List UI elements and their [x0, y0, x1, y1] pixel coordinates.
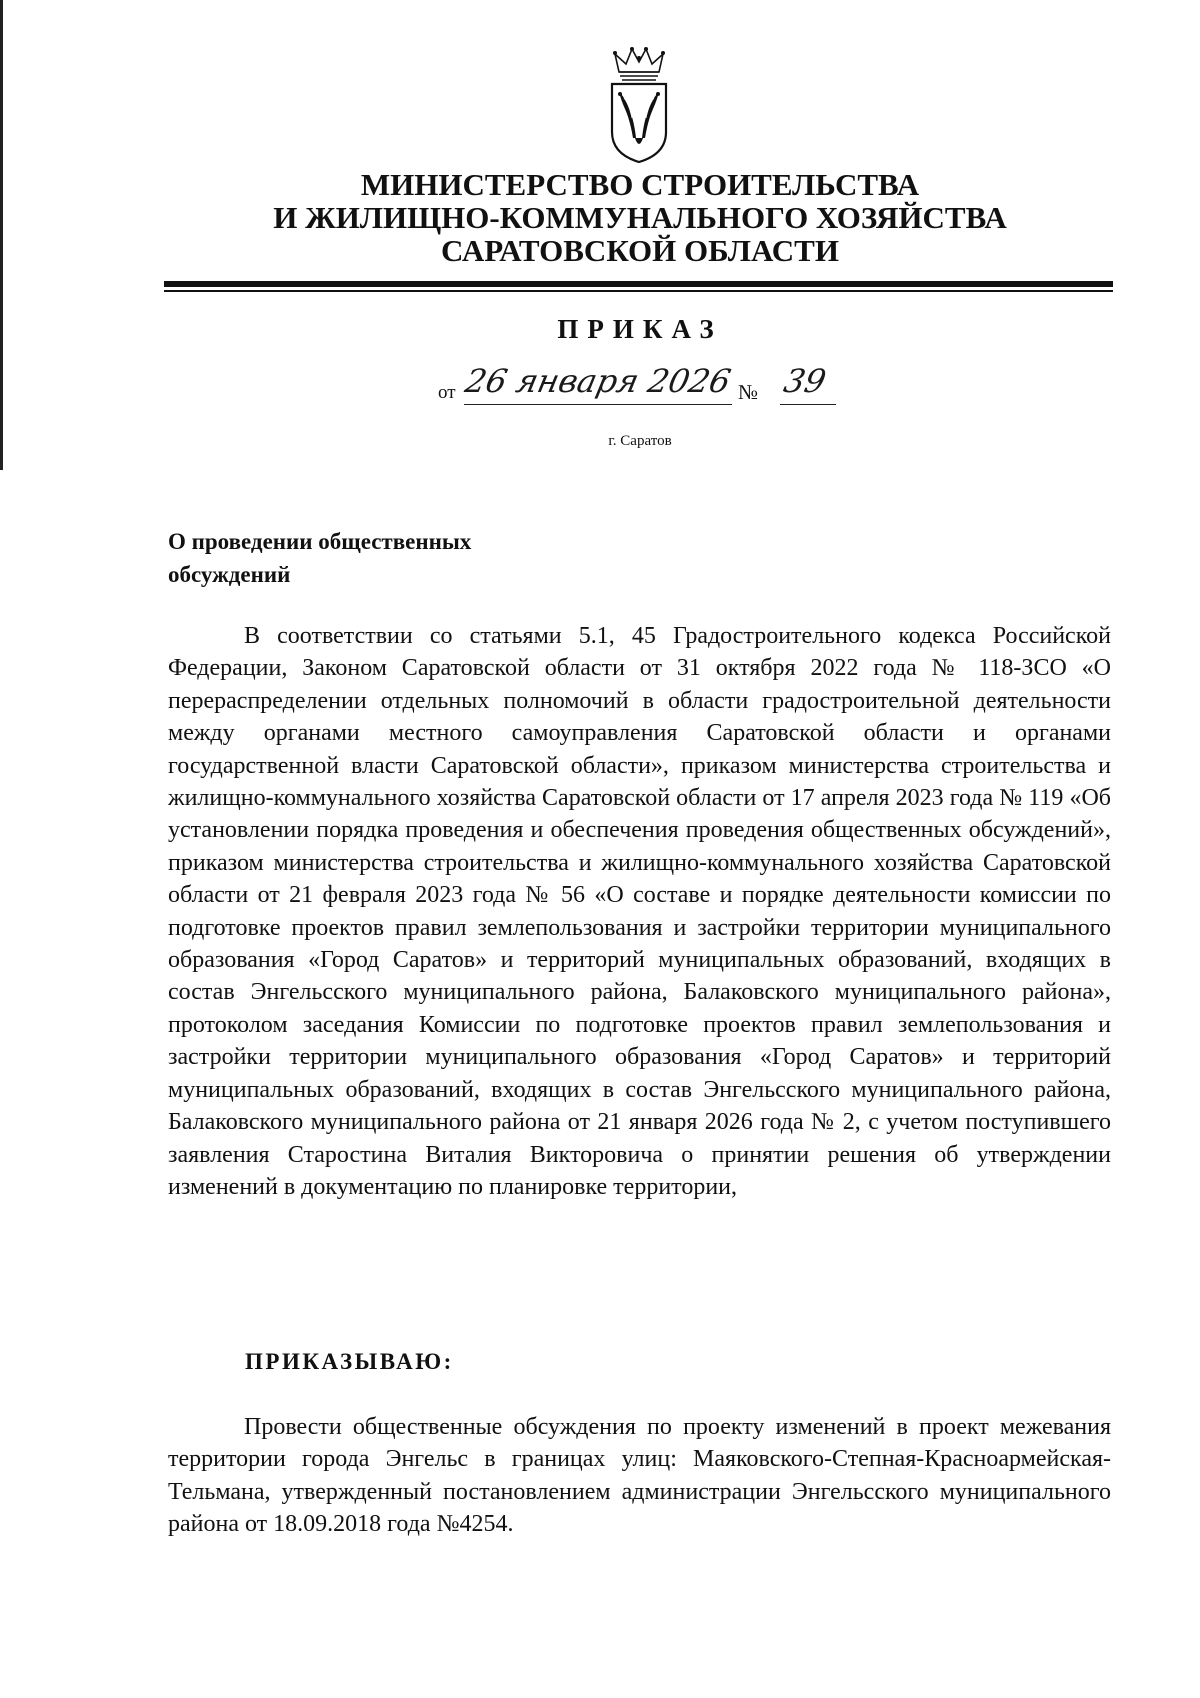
- ministry-line-3: САРАТОВСКОЙ ОБЛАСТИ: [441, 233, 839, 268]
- preamble-paragraph: В соответствии со статьями 5.1, 45 Градостроительного кодекса Российской Федерации, Законом Саратовской области от 31 октября 2022 года № 118-ЗСО «О перераспределении отдельных полномочий в области градостроительной деятельности между органами местного самоуправления Саратовской области и органами государственной власти Саратовской области», приказом министерства строительства и жилищно-коммунального хозяйства Саратовской области от 17 апреля 2023 года № 119 «Об установлении порядка проведения и обеспечения проведения общественных обсуждений», приказом министерства строительства и жилищно-коммунального хозяйства Саратовской области от 21 февраля 2023 года № 56 «О составе и порядке деятельности комиссии по подготовке проектов правил землепользования и застройки территории муниципального образования «Город Саратов» и территорий муниципальных образований, входящих в состав Энгельсского муниципального района, Балаковского муниципального района», протоколом заседания Комиссии по подготовке проектов правил землепользования и застройки территории муниципального образования «Город Саратов» и территорий муниципальных образований, входящих в состав Энгельсского муниципального района, Балаковского муниципального района от 21 января 2026 года № 2, с учетом поступившего заявления Старостина Виталия Викторовича о принятии решения об утверждении изменений в документацию по планировке территории,: [168, 623, 1111, 1200]
- subject-line-2: обсуждений: [168, 562, 291, 587]
- order-date: 26 января 2026: [461, 362, 735, 400]
- number-prefix: №: [738, 380, 759, 404]
- issue-city: г. Саратов: [608, 433, 672, 449]
- order-item-paragraph: Провести общественные обсуждения по проекту изменений в проект межевания территории города Энгельс в границах улиц: Маяковского-Степная-Красноармейская-Тельмана, утвержденный постановлением администрации Энгельсского муниципального района от 18.09.2018 года №4254.: [168, 1414, 1111, 1538]
- number-underline: [780, 404, 836, 405]
- header-divider-thin: [164, 290, 1113, 292]
- order-subject: [168, 525, 471, 591]
- saratov-coat-of-arms-icon: [602, 46, 676, 164]
- decree-heading: ПРИКАЗЫВАЮ:: [245, 1349, 454, 1374]
- date-underline: [464, 404, 732, 405]
- order-number: 39: [780, 362, 830, 400]
- document-title: ПРИКАЗ: [557, 314, 723, 344]
- date-prefix: от: [438, 382, 456, 403]
- header-divider-thick: [164, 281, 1113, 287]
- order-date-number: [438, 360, 858, 410]
- subject-line-1: О проведении общественных: [168, 529, 472, 554]
- ministry-line-1: МИНИСТЕРСТВО СТРОИТЕЛЬСТВА: [360, 167, 920, 202]
- ministry-name: [0, 168, 1200, 267]
- ministry-line-2: И ЖИЛИЩНО-КОММУНАЛЬНОГО ХОЗЯЙСТВА: [273, 200, 1007, 235]
